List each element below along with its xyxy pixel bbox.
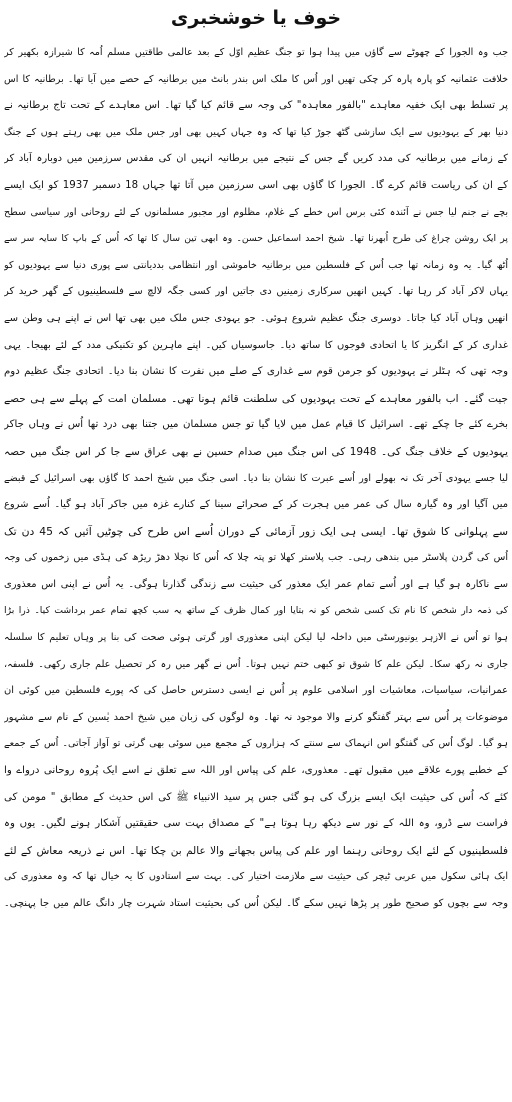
article-line: یہودیوں کے خلاف جنگ کی۔ 1948 کی اس جنگ میں صدام حسین نے بھی عراق سے جا کر اس جنگ میں حصہ <box>4 445 508 458</box>
article-title: خوف یا خوشخبری <box>170 7 342 29</box>
article-line: انھیں وہاں آباد کیا جاتا۔ دوسری جنگ عظیم شروع ہوئی۔ جو یہودی جس ملک میں بھی تھا اس نے اپنے ہی وطن سے <box>4 312 508 324</box>
article-line: ہو گیا۔ لوگ اُس کی گفتگو اس انہماک سے سنتے کہ ہزاروں کے مجمع میں سوئی بھی گرتی تو آواز آجاتی۔ اُس کے جمعے <box>4 738 508 750</box>
article-line: پر تسلط بھی ایک خفیہ معاہدے "بالفور معاہدہ" کی وجہ سے قائم کیا گیا تھا۔ اس معاہدے کے تحت تاج برطانیہ نے <box>4 100 508 112</box>
article-line: کئے کہ اُس کی حیثیت ایک ایسے بزرگ کی ہو گئی جس پر سید الانبیاء ﷺ کی اس حدیث کے مطابق " مومن کی <box>4 791 508 803</box>
article-line: کے ان کی ریاست قائم کرے گا۔ الجورا کا گاؤں بھی اسی سرزمین میں آتا تھا جہاں 18 دسمبر 1937 کو ایک ایسے <box>4 179 508 191</box>
article-line: لیا جسے یہودی آخر تک نہ بھولے اور اُسے عبرت کا نشان بنا دیا۔ اسی جنگ میں شیخ احمد کا گاؤں بھی اسرائیل کے قبضے <box>4 472 508 484</box>
article-line: ایک ہائی سکول میں عربی ٹیچر کی حیثیت سے ملازمت اختیار کی۔ بہت سے استادوں کا یہ خیال تھا کہ وہ معذوری کی <box>4 871 508 883</box>
article-line: اُٹھ گیا۔ یہ وہ زمانہ تھا جب اُس کے فلسطین میں برطانیہ خاموشی اور انتظامی بددیانتی سے پوری دنیا سے یہودیوں کو <box>4 259 508 271</box>
article-line: سے ناکارہ ہو گیا ہے اور اُسے تمام عمر ایک معذور کی حیثیت سے زندگی گذارنا ہوگی۔ یہ اُس نے اپنی اس معذوری <box>4 578 508 590</box>
article-line: وجہ تھی کہ ہٹلر نے یہودیوں کو جرمن قوم سے غداری کے صلے میں نفرت کا نشان بنا دیا۔ اتحادی جنگ عظیم دوم <box>4 366 508 378</box>
article-line: کے خطبے پورے علاقے میں مقبول تھے۔ معذوری، علم کی پیاس اور اللہ سے تعلق نے اسے ایک پُروہ روحانی درواے وا <box>4 765 508 777</box>
article-line: دنیا بھر کے یہودیوں سے ایک سازشی گٹھ جوڑ کیا تھا کہ وہ جہاں کہیں بھی اور جس ملک میں بھی رہتے ہوں کے جنگ <box>4 126 508 138</box>
article-line: بچے نے جنم لیا جس نے آئندہ کئی برس اس خطے کے غلام، مظلوم اور مجبور مسلمانوں کے لئے روحانی اور سیاسی سطح <box>4 206 508 218</box>
article-line: فراست سے ڈرو، وہ اللہ کے نور سے دیکھ رہا ہوتا ہے" کے مصداق بہت سی حقیقتیں آشکار ہونے لگیں۔ یوں وہ <box>4 818 508 830</box>
article-line: فلسطینیوں کے لئے ایک روحانی رہنما اور علم کی پیاس بجھانے والا عالم بن چکا تھا۔ اس نے ذریعہ معاش کے لئے <box>4 844 508 857</box>
article-line: سے پہلوانی کا شوق تھا۔ ایسی ہی ایک زور آزمائی کے دوران اُسے اس طرح کی چوٹیں آئیں کہ 45 دن تک <box>4 524 508 538</box>
article-line: جاری نہ رکھ سکا۔ لیکن علم کا شوق تو کبھی ختم نہیں ہوتا۔ اُس نے گھر میں رہ کر تحصیل علم جاری رکھی۔ فلسفہ، <box>4 658 508 670</box>
article-line: میں آگیا اور وہ گیارہ سال کی عمر میں ہجرت کر کے صحرائے سینا کے کنارے غزہ میں جاکر آباد ہو گیا۔ اُسے شروع <box>4 499 508 511</box>
article-line: عمرانیات، سیاسیات، معاشیات اور اسلامی علوم پر اُس نے ایسی دسترس حاصل کی کہ پورے فلسطین میں کوئی ان <box>4 685 508 697</box>
article-line: ہوا تو اُس نے الازہر یونیورسٹی میں داخلہ لیا لیکن اپنی معذوری اور گرتی ہوئی صحت کی بنا پر وہاں تعلیم کا سلسلہ <box>4 632 508 644</box>
article-line: جیت گئے۔ اب بالفور معاہدے کے تحت یہودیوں کی سلطنت قائم ہونا تھی۔ مسلمان امت کے پہلے سے ہی حصے <box>4 392 508 405</box>
article-line: جب وہ الجورا کے چھوٹے سے گاؤں میں پیدا ہوا تو جنگ عظیم اوّل کے بعد عالمی طاقتیں مسلم اُمہ کا شیرازہ بکھیر کر <box>4 47 508 58</box>
article-line: کے زمانے میں برطانیہ کی مدد کریں گے جس کے نتیجے میں برطانیہ انہیں ان کی مقدس سرزمین میں دوبارہ آباد کر <box>4 153 508 165</box>
article-line: کی ذمہ دار شخص کا نام تک کسی شخص کو نہ بتایا اور کمال ظرف کے ساتھ یہ سب کچھ تمام عمر برداشت کیا۔ ذرا بڑا <box>4 605 508 617</box>
article-line: غداری کر کے انگریز کا یا اتحادی فوجوں کا ساتھ دیا۔ جاسوسیاں کیں۔ اپنے ماہرین کو تکنیکی مدد کے لئے بھیجا۔ یہی <box>4 339 508 351</box>
article-line: موضوعات پر اُس سے بہتر گفتگو کرنے والا موجود نہ تھا۔ وہ لوگوں کی زبان میں شیخ احمد یٰسین کے نام سے مشہور <box>4 711 508 723</box>
article-line: پر ایک روشن چراغ کی طرح اُبھرنا تھا۔ شیخ احمد اسماعیل حسن۔ وہ ابھی تین سال کا تھا کہ اُس کے باپ کا سایہ سر سے <box>4 233 508 245</box>
article-body <box>4 40 508 918</box>
article-line: خلافت عثمانیہ کو پارہ پارہ کر چکی تھیں اور اُس کا ملک اس بندر بانٹ میں برطانیہ کے حصے میں آیا تھا۔ برطانیہ کا اس <box>4 73 508 85</box>
article-line: وجہ سے بچوں کو صحیح طور پر پڑھا نہیں سکے گا۔ لیکن اُس کی بحیثیت استاد شہرت چار دانگ عالم میں جا پہنچی۔ <box>4 898 508 909</box>
article-line: بخرے کئے جا چکے تھے۔ اسرائیل کا قیام عمل میں لایا گیا تو جس مسلمان میں جتنا بھی درد تھا اُس نے وہاں جاکر <box>4 419 508 431</box>
article-line: یہاں لاکر آباد کر رہا تھا۔ کہیں انھیں سرکاری زمینیں دی جاتیں اور کسی جگہ لالچ سے فلسطینیوں کے گھر خرید کر <box>4 286 508 298</box>
article-line: اُس کی گردن پلاسٹر میں بندھی رہی۔ جب پلاستر کھلا تو پتہ چلا کہ اُس کا نچلا دھڑ ریڑھ کی ہڈی میں زخموں کی وجہ <box>4 552 508 564</box>
